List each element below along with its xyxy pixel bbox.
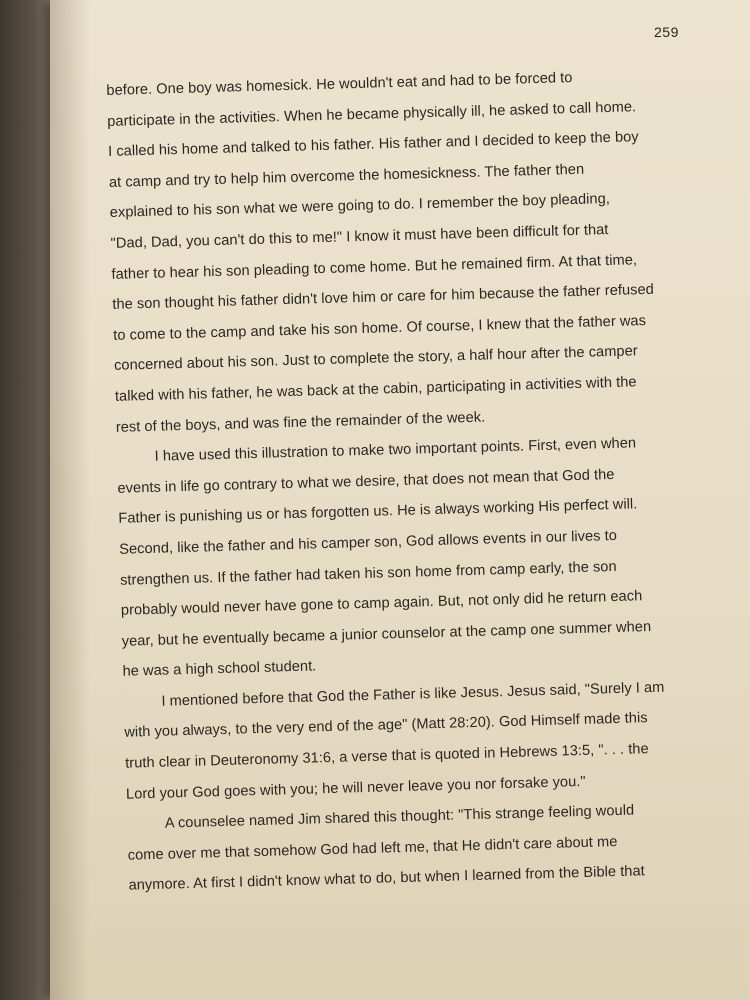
text-line: I called his home and talked to his father. His father and I decided to keep the boy <box>107 129 639 161</box>
book-page <box>50 0 750 1000</box>
text-line: I have used this illustration to make two important points. First, even when <box>154 435 637 465</box>
text-line: truth clear in Deuteronomy 31:6, a verse that is quoted in Hebrews 13:5, ". . . the <box>124 741 649 772</box>
text-line: with you always, to the very end of the age" (Matt 28:20). God Himself made this <box>124 710 648 742</box>
text-line: Lord your God goes with you; he will never leave you nor forsake you." <box>125 773 586 803</box>
text-line: participate in the activities. When he became physically ill, he asked to call home. <box>107 98 637 130</box>
text-line: Father is punishing us or has forgotten us. He is always working His perfect will. <box>118 496 638 528</box>
text-line: Second, like the father and his camper son, God allows events in our lives to <box>119 527 618 558</box>
text-line: he was a high school student. <box>122 658 317 681</box>
text-line: I mentioned before that God the Father is like Jesus. Jesus said, "Surely I am <box>161 679 665 710</box>
text-line: talked with his father, he was back at the cabin, participating in activities with the <box>114 374 637 405</box>
body-text <box>106 59 729 901</box>
text-line: before. One boy was homesick. He wouldn't eat and had to be forced to <box>106 69 573 99</box>
text-line: to come to the camp and take his son home. Of course, I knew that the father was <box>113 312 647 344</box>
text-line: anymore. At first I didn't know what to do, but when I learned from the Bible that <box>128 863 645 895</box>
text-line: father to hear his son pleading to come home. But he remained firm. At that time, <box>111 251 638 283</box>
text-line: strengthen us. If the father had taken his son home from camp early, the son <box>119 558 617 589</box>
page-number: 259 <box>654 24 679 40</box>
text-line: come over me that somehow God had left me, that He didn't care about me <box>127 833 618 864</box>
text-line: A counselee named Jim shared this thought: "This strange feeling would <box>164 802 635 832</box>
text-line: at camp and try to help him overcome the homesickness. The father then <box>108 161 585 191</box>
text-line: "Dad, Dad, you can't do this to me!" I know it must have been difficult for that <box>110 222 609 252</box>
text-line: year, but he eventually became a junior counselor at the camp one summer when <box>121 618 652 650</box>
text-line: probably would never have gone to camp again. But, not only did he return each <box>120 588 643 619</box>
text-line: concerned about his son. Just to complete the story, a half hour after the camper <box>113 343 638 375</box>
text-line: the son thought his father didn't love him or care for him because the father refused <box>112 281 655 314</box>
text-line: explained to his son what we were going to do. I remember the boy pleading, <box>109 191 611 222</box>
text-line: events in life go contrary to what we desire, that does not mean that God the <box>117 466 615 497</box>
text-line: rest of the boys, and was fine the remainder of the week. <box>115 409 486 436</box>
